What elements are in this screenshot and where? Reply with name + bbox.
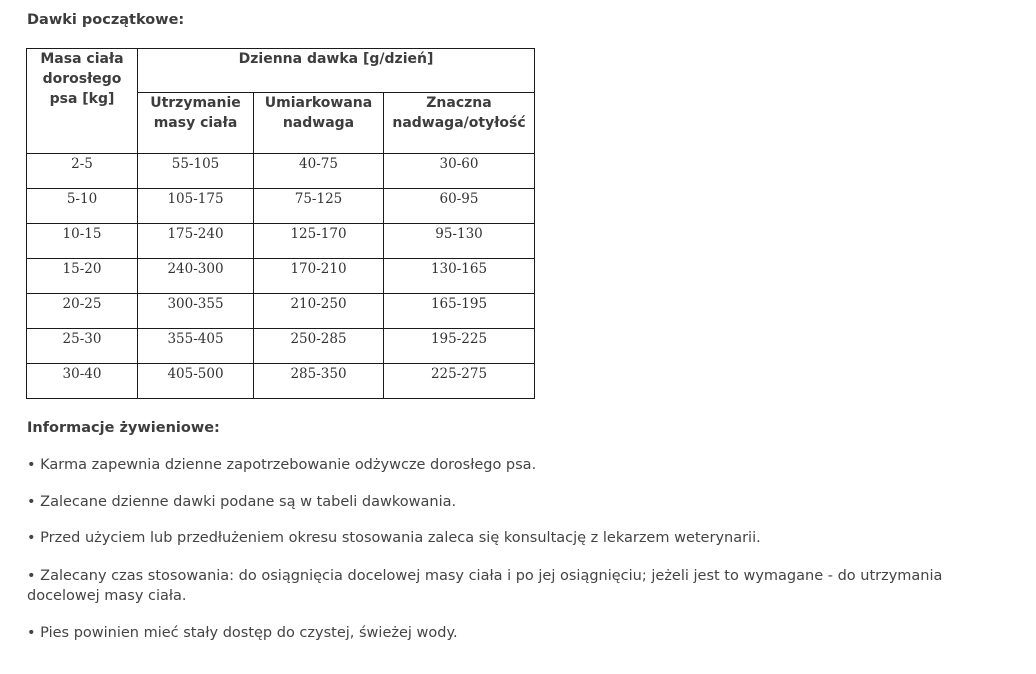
cell-maintenance: 55-105 xyxy=(138,154,254,189)
cell-body-mass: 5-10 xyxy=(27,189,138,224)
cell-moderate-overweight: 75-125 xyxy=(254,189,384,224)
cell-significant-overweight: 225-275 xyxy=(384,364,535,399)
cell-body-mass: 2-5 xyxy=(27,154,138,189)
list-item: • Przed użyciem lub przedłużeniem okresu stosowania zaleca się konsultację z lekarzem weterynarii. xyxy=(27,530,761,546)
cell-maintenance: 300-355 xyxy=(138,294,254,329)
dosage-table xyxy=(26,48,535,399)
cell-body-mass: 30-40 xyxy=(27,364,138,399)
table-header-row xyxy=(27,49,535,93)
cell-significant-overweight: 60-95 xyxy=(384,189,535,224)
cell-moderate-overweight: 285-350 xyxy=(254,364,384,399)
cell-significant-overweight: 195-225 xyxy=(384,329,535,364)
cell-maintenance: 355-405 xyxy=(138,329,254,364)
cell-moderate-overweight: 170-210 xyxy=(254,259,384,294)
header-body-mass: Masa ciała dorosłego psa [kg] xyxy=(27,49,138,154)
cell-significant-overweight: 30-60 xyxy=(384,154,535,189)
cell-moderate-overweight: 210-250 xyxy=(254,294,384,329)
list-item: • Karma zapewnia dzienne zapotrzebowanie odżywcze dorosłego psa. xyxy=(27,457,537,473)
cell-maintenance: 105-175 xyxy=(138,189,254,224)
cell-maintenance: 175-240 xyxy=(138,224,254,259)
section-title-nutrition-info: Informacje żywieniowe: xyxy=(27,420,220,436)
cell-maintenance: 240-300 xyxy=(138,259,254,294)
table-row xyxy=(27,329,535,364)
list-item: • Zalecane dzienne dawki podane są w tabeli dawkowania. xyxy=(27,494,457,510)
cell-moderate-overweight: 125-170 xyxy=(254,224,384,259)
section-title-starting-doses: Dawki początkowe: xyxy=(27,12,185,28)
cell-moderate-overweight: 40-75 xyxy=(254,154,384,189)
list-item: • Zalecany czas stosowania: do osiągnięcia docelowej masy ciała i po jej osiągnięciu; jeżeli jest to wymagane - do utrzymania docelowej masy ciała. xyxy=(27,568,943,604)
table-row xyxy=(27,364,535,399)
cell-significant-overweight: 95-130 xyxy=(384,224,535,259)
header-daily-dose: Dzienna dawka [g/dzień] xyxy=(138,49,535,93)
cell-body-mass: 20-25 xyxy=(27,294,138,329)
list-item: • Pies powinien mieć stały dostęp do czystej, świeżej wody. xyxy=(27,625,458,641)
cell-moderate-overweight: 250-285 xyxy=(254,329,384,364)
cell-body-mass: 25-30 xyxy=(27,329,138,364)
cell-maintenance: 405-500 xyxy=(138,364,254,399)
cell-body-mass: 10-15 xyxy=(27,224,138,259)
table-row xyxy=(27,189,535,224)
cell-significant-overweight: 130-165 xyxy=(384,259,535,294)
table-row xyxy=(27,294,535,329)
subheader-significant-overweight: Znaczna nadwaga/otyłość xyxy=(384,93,535,154)
table-row xyxy=(27,259,535,294)
subheader-moderate-overweight: Umiarkowana nadwaga xyxy=(254,93,384,154)
table-row xyxy=(27,154,535,189)
table-row xyxy=(27,224,535,259)
cell-body-mass: 15-20 xyxy=(27,259,138,294)
subheader-maintenance: Utrzymanie masy ciała xyxy=(138,93,254,154)
cell-significant-overweight: 165-195 xyxy=(384,294,535,329)
